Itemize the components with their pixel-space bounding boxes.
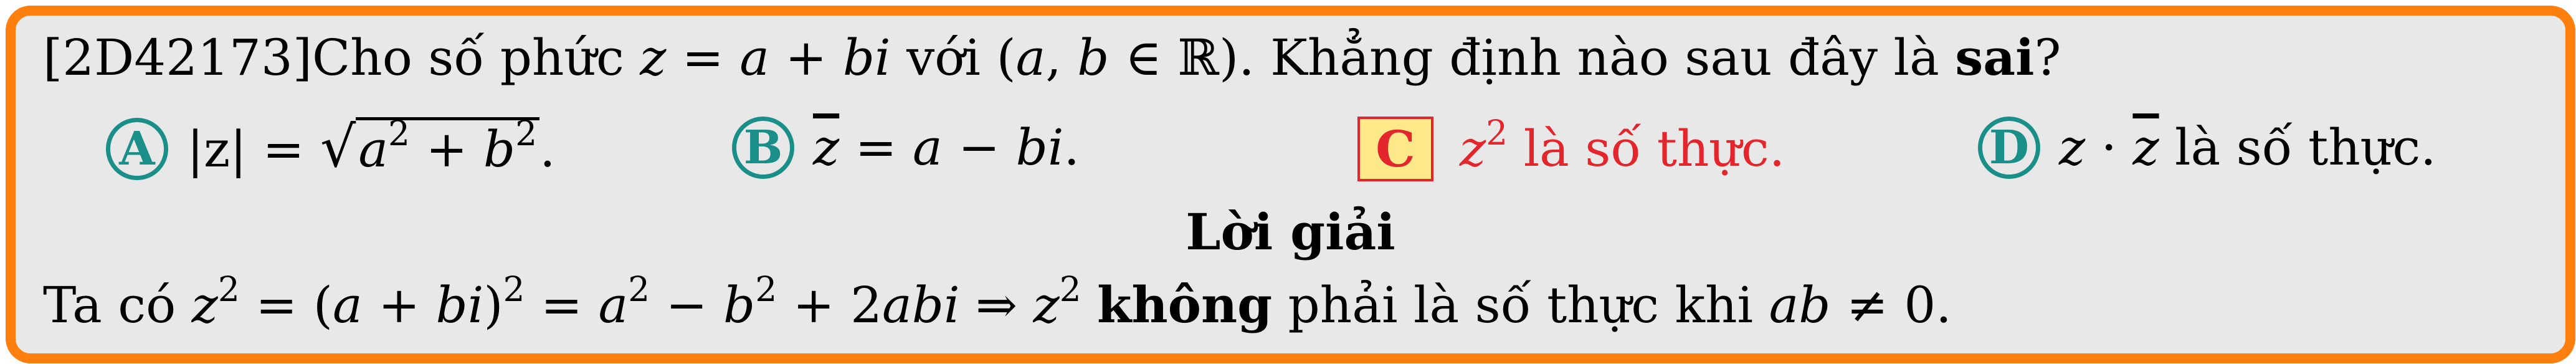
- solution-text: Ta có $z^2 = (a + bi)^2 = a^2 - b^2 + 2abi$ ⇒ $z^2$ không phải là số thực khi ab ≠ 0.: [43, 269, 1952, 334]
- choice-d-text: $z \cdot \overline{z}$ là số thực.: [2059, 118, 2436, 176]
- choice-d[interactable]: [1978, 117, 2436, 179]
- sqrt-symbol: $√a^2 + b^2$: [320, 117, 539, 181]
- choice-a[interactable]: [106, 113, 556, 181]
- choice-b-text: $\overline{z} = a$ − bi.: [813, 118, 1080, 176]
- choice-d-badge[interactable]: D: [1978, 117, 2040, 179]
- question-code: [2D42173]: [43, 29, 312, 87]
- choice-c-text: $z^2$ là số thực.: [1460, 113, 1785, 178]
- choice-b[interactable]: [732, 117, 1080, 179]
- question-line: [2D42173]Cho số phức z = a + bi với (a, b ∈ ℝ). Khẳng định nào sau đây là sai?: [43, 28, 2061, 87]
- choice-a-badge[interactable]: A: [106, 118, 168, 180]
- choice-b-badge[interactable]: B: [732, 117, 794, 179]
- choice-c-badge[interactable]: C: [1357, 117, 1433, 181]
- question-card: [6, 6, 2575, 363]
- choice-c-correct[interactable]: [1357, 113, 1785, 181]
- solution-title: Lời giải: [1186, 203, 1395, 261]
- choice-a-text: $|z| = √a^2 + b^2$.: [187, 113, 556, 180]
- question-keyword: sai: [1955, 28, 2035, 87]
